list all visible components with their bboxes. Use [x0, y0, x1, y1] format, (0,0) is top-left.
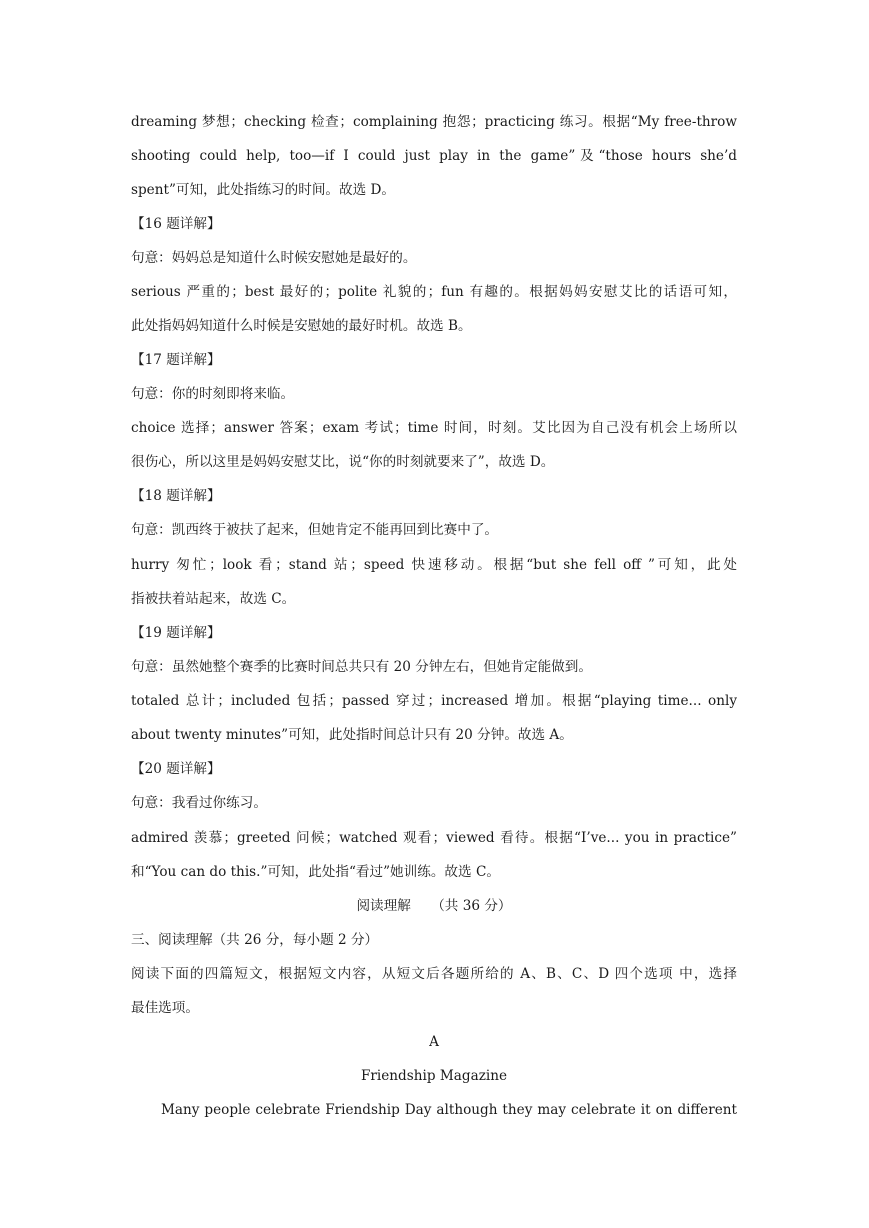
- section-heading: 三、阅读理解（共 26 分，每小题 2 分）: [131, 932, 379, 948]
- section-heading: 【18 题详解】: [131, 488, 221, 504]
- text-line: admired 羡慕；greeted 问候；watched 观看；viewed 看待。根据“I’ve... you in practice”: [131, 830, 737, 846]
- text-line: 指被扶着站起来，故选 C。: [131, 591, 296, 607]
- text-line: choice 选择；answer 答案；exam 考试；time 时间，时刻。艾比因为自己没有机会上场所以: [131, 420, 737, 436]
- section-heading: 【20 题详解】: [131, 761, 221, 777]
- text-line: 和“You can do this.”可知，此处指“看过”她训练。故选 C。: [131, 864, 500, 880]
- passage-title: Friendship Magazine: [360, 1068, 508, 1084]
- text-line: shooting could help, too—if I could just play in the game”及“those hours she’d: [131, 148, 737, 164]
- text-line: 最佳选项。: [131, 1000, 199, 1016]
- text-line: totaled 总计；included 包括；passed 穿过；increased 增加。根据“playing time... only: [131, 693, 737, 709]
- text-line: spent”可知，此处指练习的时间。故选 D。: [131, 182, 396, 198]
- text-line: 很伤心，所以这里是妈妈安慰艾比，说“你的时刻就要来了”，故选 D。: [131, 454, 555, 470]
- text-line: 句意：妈妈总是知道什么时候安慰她是最好的。: [131, 250, 417, 266]
- text-line: about twenty minutes”可知，此处指时间总计只有 20 分钟。故选 A。: [131, 727, 573, 743]
- text-line: serious 严重的；best 最好的；polite 礼貌的；fun 有趣的。根据妈妈安慰艾比的话语可知，: [131, 284, 737, 300]
- passage-letter: A: [429, 1034, 439, 1050]
- text-line: 句意：我看过你练习。: [131, 795, 267, 811]
- text-line: 句意：你的时刻即将来临。: [131, 386, 295, 402]
- section-heading: 【16 题详解】: [131, 216, 221, 232]
- text-line: Many people celebrate Friendship Day although they may celebrate it on different: [161, 1102, 737, 1118]
- text-line: hurry 匆忙；look 看；stand 站；speed 快速移动。根据“but she fell off ”可知，此处: [131, 557, 737, 573]
- text-line: 句意：凯西终于被扶了起来，但她肯定不能再回到比赛中了。: [131, 522, 499, 538]
- section-heading: 【17 题详解】: [131, 352, 221, 368]
- text-line: 此处指妈妈知道什么时候是安慰她的最好时机。故选 B。: [131, 318, 472, 334]
- part-title: 阅读理解 （共 36 分）: [356, 898, 512, 914]
- section-heading: 【19 题详解】: [131, 625, 221, 641]
- text-line: 句意：虽然她整个赛季的比赛时间总共只有 20 分钟左右，但她肯定能做到。: [131, 659, 592, 675]
- text-line: dreaming 梦想；checking 检查；complaining 抱怨；practicing 练习。根据“My free-throw: [131, 114, 737, 130]
- text-line: 阅读下面的四篇短文，根据短文内容，从短文后各题所给的 A、B、C、D 四个选项 中，选择: [131, 966, 737, 982]
